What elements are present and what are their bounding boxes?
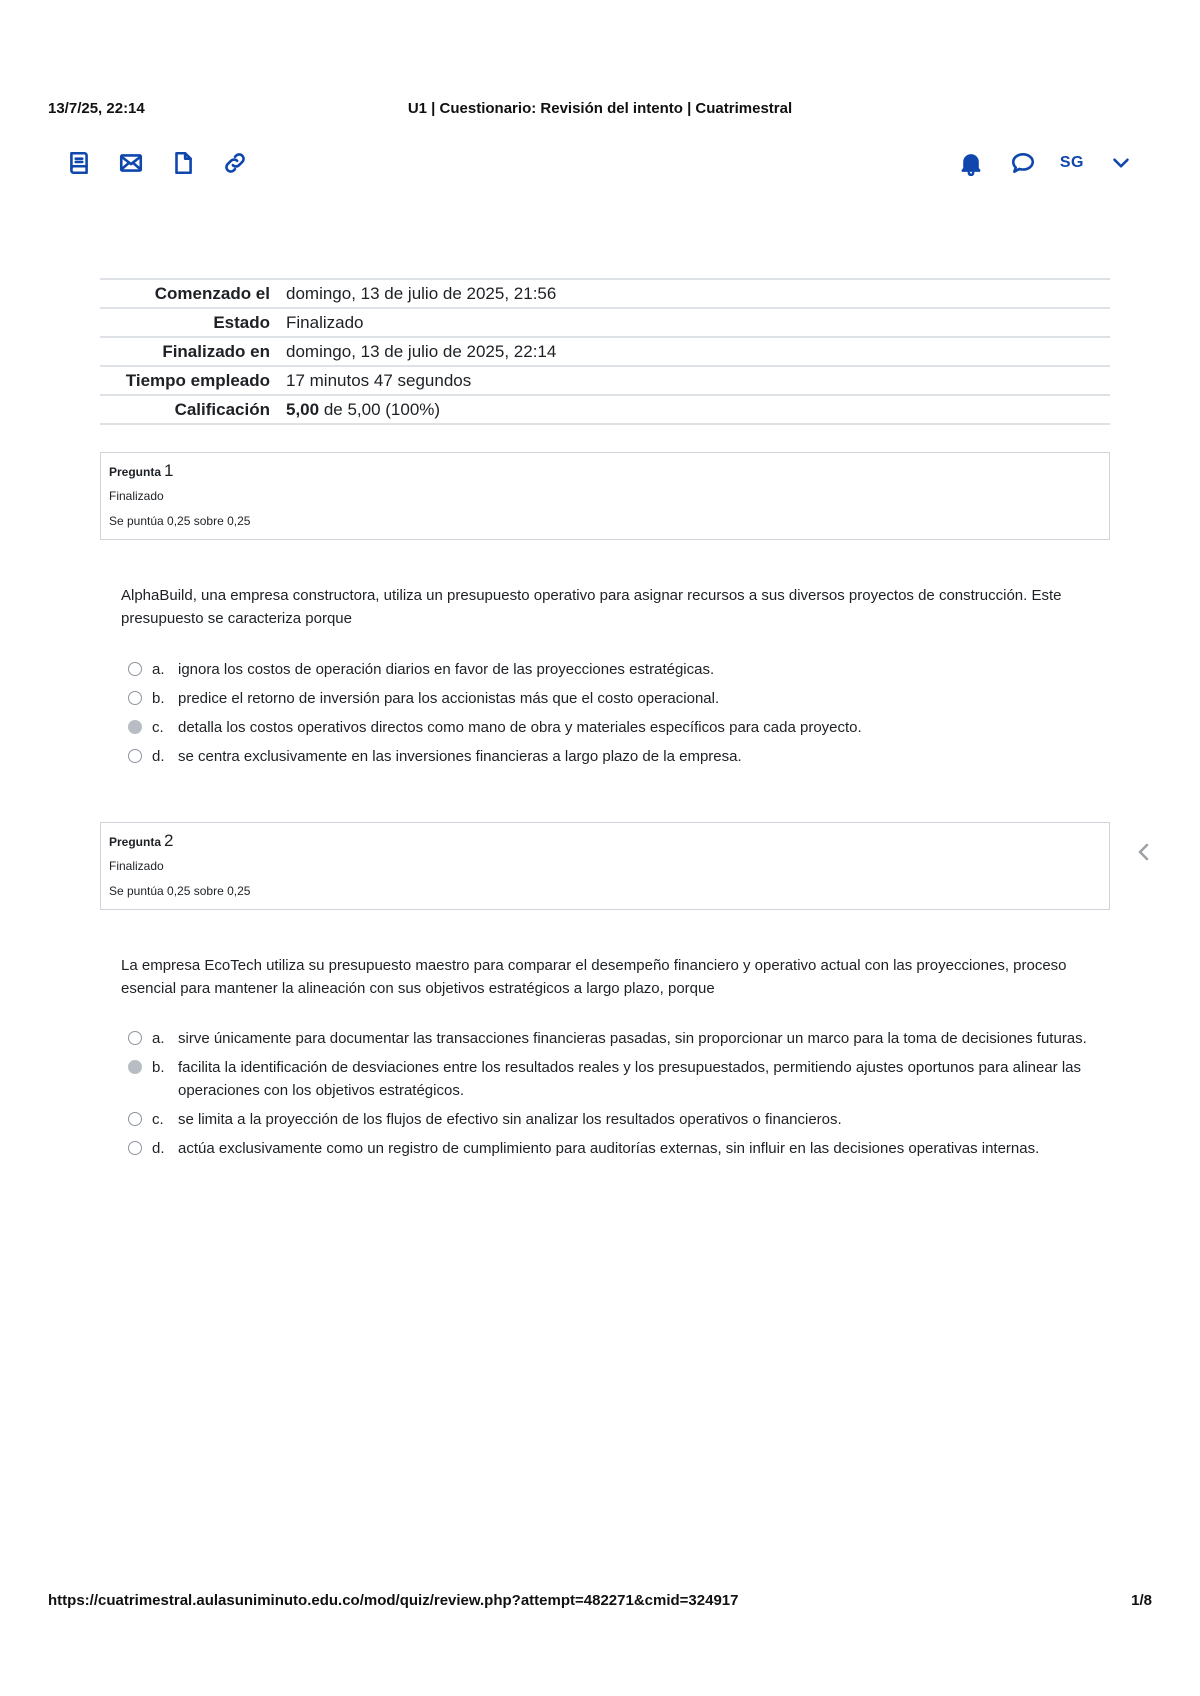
radio-button[interactable] bbox=[128, 749, 142, 763]
question-label: Pregunta bbox=[109, 835, 162, 849]
answer-text: sirve únicamente para documentar las transacciones financieras pasadas, sin proporcionar un marco para la toma de decisiones futuras. bbox=[178, 1030, 1087, 1047]
summary-label: Estado bbox=[213, 313, 270, 332]
answer-letter: a. bbox=[152, 1030, 165, 1047]
question-number bbox=[109, 461, 1101, 481]
document-icon[interactable] bbox=[168, 148, 198, 178]
answer-option-d[interactable] bbox=[128, 1137, 1088, 1160]
chevron-down-icon[interactable] bbox=[1106, 148, 1136, 178]
answer-text: se centra exclusivamente en las inversiones financieras a largo plazo de la empresa. bbox=[178, 748, 742, 765]
book-icon[interactable] bbox=[64, 148, 94, 178]
envelope-icon[interactable] bbox=[116, 148, 146, 178]
summary-value: Finalizado bbox=[286, 313, 364, 332]
answer-list bbox=[128, 658, 1088, 774]
print-header bbox=[48, 100, 1152, 122]
navbar-left-tools bbox=[64, 148, 250, 178]
summary-value: domingo, 13 de julio de 2025, 22:14 bbox=[286, 342, 557, 361]
radio-button[interactable] bbox=[128, 1031, 142, 1045]
answer-letter: b. bbox=[152, 1059, 165, 1076]
navbar-right-tools bbox=[956, 148, 1136, 178]
drawer-toggle-chevron-left-icon[interactable] bbox=[1134, 840, 1154, 864]
summary-label: Comenzado el bbox=[154, 284, 270, 303]
summary-label: Tiempo empleado bbox=[125, 371, 270, 390]
question-info-box bbox=[100, 452, 1110, 540]
question-grade: Se puntúa 0,25 sobre 0,25 bbox=[109, 884, 251, 898]
print-datetime: 13/7/25, 22:14 bbox=[48, 100, 145, 117]
question-state: Finalizado bbox=[109, 859, 164, 873]
radio-button[interactable] bbox=[128, 691, 142, 705]
answer-letter: d. bbox=[152, 1140, 165, 1157]
summary-row-started bbox=[100, 279, 1110, 308]
top-navbar bbox=[64, 148, 1136, 184]
answer-text: actúa exclusivamente como un registro de cumplimiento para auditorías externas, sin influir en las decisiones operativas internas. bbox=[178, 1140, 1040, 1157]
summary-row-completed bbox=[100, 337, 1110, 366]
summary-value: domingo, 13 de julio de 2025, 21:56 bbox=[286, 284, 557, 303]
answer-letter: c. bbox=[152, 1111, 164, 1128]
summary-label: Calificación bbox=[174, 400, 270, 419]
question-text: AlphaBuild, una empresa constructora, utiliza un presupuesto operativo para asignar recursos a sus diversos proyectos de construcción. Este presupuesto se caracteriza porque bbox=[121, 587, 1062, 627]
print-page-title: U1 | Cuestionario: Revisión del intento | Cuatrimestral bbox=[407, 100, 793, 117]
question-info-box bbox=[100, 822, 1110, 910]
radio-button-selected[interactable] bbox=[128, 1060, 142, 1074]
answer-option-c[interactable] bbox=[128, 716, 1088, 739]
summary-row-grade bbox=[100, 395, 1110, 424]
print-url: https://cuatrimestral.aulasuniminuto.edu.co/mod/quiz/review.php?attempt=482271&cmid=324917 bbox=[48, 1592, 739, 1609]
question-number bbox=[109, 831, 1101, 851]
answer-option-d[interactable] bbox=[128, 745, 1088, 768]
summary-label: Finalizado en bbox=[162, 342, 270, 361]
answer-text: se limita a la proyección de los flujos de efectivo sin analizar los resultados operativos o financieros. bbox=[178, 1111, 842, 1128]
answer-list bbox=[128, 1027, 1088, 1166]
question-number-value: 1 bbox=[164, 461, 174, 480]
grade-score: 5,00 bbox=[286, 400, 320, 419]
user-initials-avatar[interactable]: SG bbox=[1059, 154, 1084, 171]
answer-option-b[interactable] bbox=[128, 1056, 1088, 1102]
answer-letter: a. bbox=[152, 661, 165, 678]
question-label: Pregunta bbox=[109, 465, 162, 479]
grade-total: de 5,00 (100%) bbox=[319, 400, 441, 419]
summary-value: 17 minutos 47 segundos bbox=[286, 371, 472, 390]
answer-letter: d. bbox=[152, 748, 165, 765]
answer-option-c[interactable] bbox=[128, 1108, 1088, 1131]
print-page-number: 1/8 bbox=[1131, 1592, 1152, 1609]
answer-option-a[interactable] bbox=[128, 1027, 1088, 1050]
summary-row-state bbox=[100, 308, 1110, 337]
radio-button[interactable] bbox=[128, 1112, 142, 1126]
bell-icon[interactable] bbox=[956, 148, 986, 178]
answer-text: predice el retorno de inversión para los accionistas más que el costo operacional. bbox=[178, 690, 720, 707]
answer-text: ignora los costos de operación diarios en favor de las proyecciones estratégicas. bbox=[178, 661, 715, 678]
summary-value bbox=[286, 395, 1110, 424]
radio-button-selected[interactable] bbox=[128, 720, 142, 734]
question-number-value: 2 bbox=[164, 831, 174, 850]
question-grade: Se puntúa 0,25 sobre 0,25 bbox=[109, 514, 251, 528]
answer-letter: b. bbox=[152, 690, 165, 707]
answer-text: facilita la identificación de desviaciones entre los resultados reales y los presupuestados, permitiendo ajustes oportunos para alinear las operaciones con los objetivos estratégicos. bbox=[178, 1059, 1082, 1099]
radio-button[interactable] bbox=[128, 1141, 142, 1155]
summary-row-time-taken bbox=[100, 366, 1110, 395]
radio-button[interactable] bbox=[128, 662, 142, 676]
answer-letter: c. bbox=[152, 719, 164, 736]
question-text: La empresa EcoTech utiliza su presupuesto maestro para comparar el desempeño financiero y operativo actual con las proyecciones, proceso esencial para mantener la alineación con sus objetivos estratégicos a largo plazo, porque bbox=[121, 957, 1067, 997]
attempt-summary-table bbox=[100, 278, 1110, 425]
answer-option-a[interactable] bbox=[128, 658, 1088, 681]
question-state: Finalizado bbox=[109, 489, 164, 503]
answer-option-b[interactable] bbox=[128, 687, 1088, 710]
link-icon[interactable] bbox=[220, 148, 250, 178]
chat-icon[interactable] bbox=[1008, 148, 1038, 178]
answer-text: detalla los costos operativos directos como mano de obra y materiales específicos para cada proyecto. bbox=[178, 719, 862, 736]
